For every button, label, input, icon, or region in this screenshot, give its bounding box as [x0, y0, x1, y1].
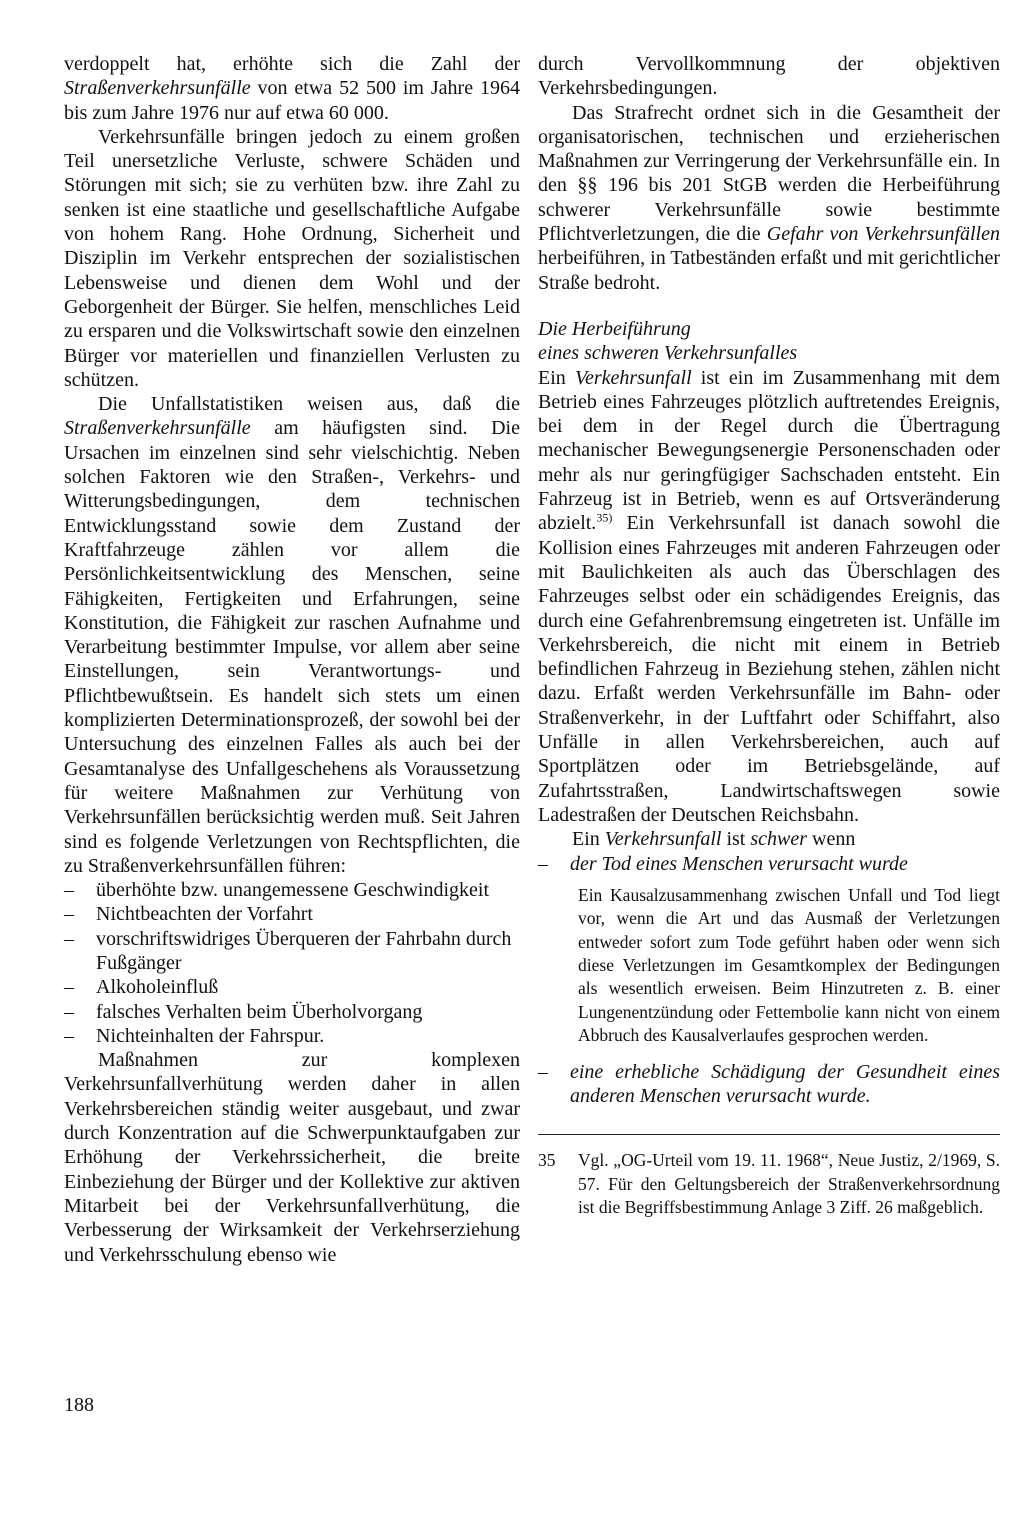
list-item: – eine erhebliche Schädigung der Gesundheit eines anderen Menschen verursacht wurde.	[538, 1060, 1000, 1109]
section-heading-line-1: Die Herbeiführung	[538, 317, 691, 340]
condition-list-1	[538, 852, 1000, 876]
list-item: – Nichteinhalten der Fahrspur.	[64, 1024, 520, 1048]
paragraph-1: verdoppelt hat, erhöhte sich die Zahl der Straßenverkehrsunfälle von etwa 52 500 im Jahre 1964 bis zum Jahre 1976 nur auf etwa 60 000.	[64, 53, 520, 124]
list-item: – der Tod eines Menschen verursacht wurde	[538, 852, 1000, 876]
paragraph-6: Das Strafrecht ordnet sich in die Gesamtheit der organisatorischen, technischen und erzieherischen Maßnahmen zur Verringerung der Verkehrsunfälle ein. In den §§ 196 bis 201 StGB werden die Herbeiführung schwerer Verkehrsunfälle sowie bestimmte Pflichtverletzungen, die die Gefahr von Verkehrsunfällen herbeiführen, in Tatbeständen erfaßt und mit gerichtlicher Straße bedroht.	[538, 101, 1000, 294]
footnote	[538, 1149, 1000, 1219]
list-item: – falsches Verhalten beim Überholvorgang	[64, 1000, 520, 1024]
paragraph-3: Die Unfallstatistiken weisen aus, daß die Straßenverkehrsunfälle am häufigsten sind. Die Ursachen im einzelnen sind sehr vielschichtig. Neben solchen Faktoren wie den Straßen-, Verkehrs- und Witterungsbedingungen, dem technischen Entwicklungsstand sowie dem Zustand der Kraftfahrzeuge zählen vor allem die Persönlichkeitsentwicklung des Menschen, seine Fähigkeiten, Fertigkeiten und Erfahrungen, seine Konstitution, die Fähigkeit zur raschen Aufnahme und Verarbeitung bestimmter Impulse, vor allem aber seine Einstellungen, sein Verantwortungs- und Pflichtbewußtsein. Es handelt sich stets um einen komplizierten Determinationsprozeß, der sowohl bei der Untersuchung des einzelnen Falles als auch bei der Gesamtanalyse des Unfallgeschehens als Voraussetzung für weitere Maßnahmen zur Verhütung von Verkehrsunfällen berücksichtig werden muß. Seit Jahren sind es folgende Verletzungen von Rechtspflichten, die zu Straßenverkehrsunfällen führen:	[64, 393, 520, 877]
section-heading-line-2: eines schweren Verkehrsunfalles	[538, 342, 798, 365]
paragraph-5: durch Vervollkommnung der objektiven Verkehrsbedingungen.	[538, 53, 1000, 100]
condition-list-2	[538, 1060, 1000, 1109]
list-item: – überhöhte bzw. unangemessene Geschwindigkeit	[64, 878, 520, 902]
list-item: – vorschriftswidriges Überqueren der Fahrbahn durch Fußgänger	[64, 927, 520, 976]
paragraph-8: Ein Verkehrsunfall ist schwer wenn	[572, 828, 856, 851]
list-item: – Alkoholeinfluß	[64, 975, 520, 999]
left-column	[64, 52, 520, 1267]
paragraph-7: Ein Verkehrsunfall ist ein im Zusammenhang mit dem Betrieb eines Fahrzeuges plötzlich auftretendes Ereignis, bei dem in der Regel durch die Übertragung mechanischer Bewegungsenergie Personenschaden oder mehr als nur geringfügiger Sachschaden entsteht. Ein Fahrzeug ist in Betrieb, wenn es auf Ortsveränderung abzielt.$^{35)}$ Ein Verkehrsunfall ist danach sowohl die Kollision eines Fahrzeuges mit anderen Fahrzeugen oder mit Baulichkeiten als auch das Überschlagen des Fahrzeuges selbst oder ein schädigendes Ereignis, das durch eine Gefahrenbremsung eingetreten ist. Unfälle im Verkehrsbereich, die nicht mit einem in Betrieb befindlichen Fahrzeug in Beziehung stehen, zählen nicht dazu. Erfaßt werden Verkehrsunfälle im Bahn- oder Straßenverkehr, in der Luftfahrt oder Schiffahrt, also Unfälle in allen Verkehrsbereichen, auch auf Sportplätzen oder im Betriebsgelände, auf Zufahrtsstraßen, Landwirtschaftswegen sowie Ladestraßen der Deutschen Reichsbahn.	[538, 366, 1001, 826]
footnote-text: Vgl. „OG-Urteil vom 19. 11. 1968“, Neue Justiz, 2/1969, S. 57. Für den Geltungsbereich der Straßenverkehrsordnung ist die Begriffsbestimmung Anlage 3 Ziff. 26 maßgeblich.	[578, 1150, 1000, 1218]
section-heading	[538, 317, 1000, 366]
footnote-divider	[538, 1134, 1000, 1135]
paragraph-4: Maßnahmen zur komplexen Verkehrsunfallverhütung werden daher in allen Verkehrsbereichen ständig weiter ausgebaut, und zwar durch Konzentration auf die Schwerpunktaufgaben zur Erhöhung der Verkehrssicherheit, die breite Einbeziehung der Bürger und der Kollektive zur aktiven Mitarbeit bei der Verkehrsunfallverhütung, die Verbesserung der Wirksamkeit der Verkehrserziehung und Verkehrsschulung ebenso wie	[64, 1049, 520, 1266]
right-column	[538, 52, 1000, 1219]
page-number: 188	[64, 1394, 94, 1416]
footnote-number: 35	[538, 1150, 556, 1171]
paragraph-2: Verkehrsunfälle bringen jedoch zu einem großen Teil unersetzliche Verluste, schwere Schäden und Störungen mit sich; sie zu verhüten bzw. ihre Zahl zu senken ist eine staatliche und gesellschaftliche Aufgabe von hohem Rang. Hohe Ordnung, Sicherheit und Disziplin im Verkehr entsprechen der sozialistischen Lebensweise und dienen dem Wohl und der Geborgenheit der Bürger. Sie helfen, menschliches Leid zu ersparen und die Volkswirtschaft sowie den einzelnen Bürger vor materiellen und finanziellen Verlusten zu schützen.	[64, 125, 520, 391]
list-item: – Nichtbeachten der Vorfahrt	[64, 902, 520, 926]
violations-list	[64, 878, 520, 1048]
explanatory-note: Ein Kausalzusammenhang zwischen Unfall und Tod liegt vor, wenn die Art und das Ausmaß der Verletzungen entweder sofort zum Tode geführt haben oder wenn sich diese Verletzungen im Gesamtkomplex der Bedingungen als wesentlich erweisen. Beim Hinzutreten z. B. einer Lungenentzündung oder Fettembolie kann nicht von einem Abbruch des Kausalverlaufes gesprochen werden.	[578, 884, 1000, 1046]
